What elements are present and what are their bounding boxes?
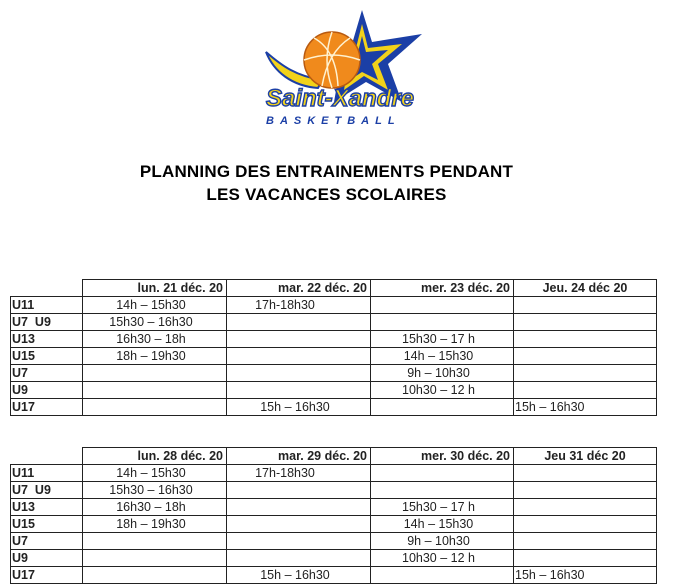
category-cell: U17 bbox=[11, 567, 83, 584]
schedule-table-week-2 bbox=[10, 447, 657, 584]
table-row bbox=[11, 365, 657, 382]
time-cell bbox=[83, 399, 227, 416]
club-logo bbox=[252, 6, 432, 134]
category-cell: U15 bbox=[11, 516, 83, 533]
time-cell bbox=[371, 399, 514, 416]
header-day: mer. 23 déc. 20 bbox=[371, 280, 514, 297]
time-cell bbox=[514, 465, 657, 482]
time-cell: 15h30 – 16h30 bbox=[83, 482, 227, 499]
time-cell: 15h – 16h30 bbox=[227, 399, 371, 416]
time-cell bbox=[227, 499, 371, 516]
time-cell: 15h – 16h30 bbox=[514, 399, 657, 416]
time-cell: 9h – 10h30 bbox=[371, 365, 514, 382]
time-cell bbox=[514, 348, 657, 365]
time-cell: 15h30 – 16h30 bbox=[83, 314, 227, 331]
time-cell: 14h – 15h30 bbox=[83, 297, 227, 314]
time-cell bbox=[514, 297, 657, 314]
category-cell: U11 bbox=[11, 297, 83, 314]
category-cell: U7 bbox=[11, 365, 83, 382]
table-row bbox=[11, 348, 657, 365]
table-row bbox=[11, 399, 657, 416]
time-cell bbox=[227, 533, 371, 550]
category-cell: U9 bbox=[11, 550, 83, 567]
schedule-table-week-1 bbox=[10, 279, 657, 416]
time-cell: 16h30 – 18h bbox=[83, 499, 227, 516]
time-cell: 10h30 – 12 h bbox=[371, 382, 514, 399]
time-cell bbox=[227, 365, 371, 382]
time-cell bbox=[371, 314, 514, 331]
time-cell bbox=[514, 499, 657, 516]
time-cell: 10h30 – 12 h bbox=[371, 550, 514, 567]
table-row bbox=[11, 567, 657, 584]
table-row bbox=[11, 314, 657, 331]
time-cell bbox=[83, 533, 227, 550]
table-row bbox=[11, 550, 657, 567]
time-cell bbox=[514, 516, 657, 533]
time-cell bbox=[227, 331, 371, 348]
saint-xandre-basketball-logo bbox=[252, 6, 432, 134]
time-cell: 14h – 15h30 bbox=[371, 348, 514, 365]
time-cell bbox=[514, 331, 657, 348]
category-cell: U7 U9 bbox=[11, 314, 83, 331]
table-header-row bbox=[11, 448, 657, 465]
time-cell bbox=[371, 297, 514, 314]
time-cell bbox=[227, 482, 371, 499]
time-cell bbox=[227, 348, 371, 365]
header-day: mar. 22 déc. 20 bbox=[227, 280, 371, 297]
table-row bbox=[11, 482, 657, 499]
time-cell bbox=[227, 314, 371, 331]
category-cell: U17 bbox=[11, 399, 83, 416]
time-cell: 9h – 10h30 bbox=[371, 533, 514, 550]
header-day: mer. 30 déc. 20 bbox=[371, 448, 514, 465]
time-cell: 17h-18h30 bbox=[227, 297, 371, 314]
header-corner bbox=[11, 280, 83, 297]
time-cell: 15h30 – 17 h bbox=[371, 499, 514, 516]
header-day: lun. 21 déc. 20 bbox=[83, 280, 227, 297]
category-cell: U13 bbox=[11, 499, 83, 516]
time-cell bbox=[371, 482, 514, 499]
table-row bbox=[11, 297, 657, 314]
time-cell bbox=[514, 482, 657, 499]
time-cell: 15h – 16h30 bbox=[227, 567, 371, 584]
table-row bbox=[11, 516, 657, 533]
time-cell bbox=[227, 516, 371, 533]
category-cell: U9 bbox=[11, 382, 83, 399]
time-cell: 17h-18h30 bbox=[227, 465, 371, 482]
time-cell: 15h30 – 17 h bbox=[371, 331, 514, 348]
time-cell: 16h30 – 18h bbox=[83, 331, 227, 348]
time-cell bbox=[371, 465, 514, 482]
time-cell bbox=[83, 382, 227, 399]
table-row bbox=[11, 382, 657, 399]
logo-name: Saint-Xandre bbox=[266, 85, 415, 112]
table-row bbox=[11, 465, 657, 482]
header-day: lun. 28 déc. 20 bbox=[83, 448, 227, 465]
time-cell bbox=[227, 550, 371, 567]
time-cell bbox=[227, 382, 371, 399]
category-cell: U7 U9 bbox=[11, 482, 83, 499]
category-cell: U13 bbox=[11, 331, 83, 348]
header-day: Jeu 31 déc 20 bbox=[514, 448, 657, 465]
time-cell: 14h – 15h30 bbox=[83, 465, 227, 482]
page-title-line-2: LES VACANCES SCOLAIRES bbox=[206, 185, 447, 204]
time-cell bbox=[514, 314, 657, 331]
header-day: mar. 29 déc. 20 bbox=[227, 448, 371, 465]
table-header-row bbox=[11, 280, 657, 297]
header-corner bbox=[11, 448, 83, 465]
table-row bbox=[11, 533, 657, 550]
table-row bbox=[11, 331, 657, 348]
time-cell bbox=[514, 533, 657, 550]
time-cell bbox=[83, 550, 227, 567]
time-cell bbox=[514, 382, 657, 399]
table-row bbox=[11, 499, 657, 516]
time-cell bbox=[83, 567, 227, 584]
category-cell: U11 bbox=[11, 465, 83, 482]
category-cell: U7 bbox=[11, 533, 83, 550]
page-title-line-1: PLANNING DES ENTRAINEMENTS PENDANT bbox=[139, 162, 514, 181]
time-cell bbox=[83, 365, 227, 382]
time-cell bbox=[514, 550, 657, 567]
time-cell: 18h – 19h30 bbox=[83, 348, 227, 365]
time-cell: 14h – 15h30 bbox=[371, 516, 514, 533]
time-cell bbox=[514, 365, 657, 382]
time-cell: 18h – 19h30 bbox=[83, 516, 227, 533]
time-cell bbox=[371, 567, 514, 584]
header-day: Jeu. 24 déc 20 bbox=[514, 280, 657, 297]
category-cell: U15 bbox=[11, 348, 83, 365]
time-cell: 15h – 16h30 bbox=[514, 567, 657, 584]
logo-subtitle: BASKETBALL bbox=[266, 115, 401, 127]
